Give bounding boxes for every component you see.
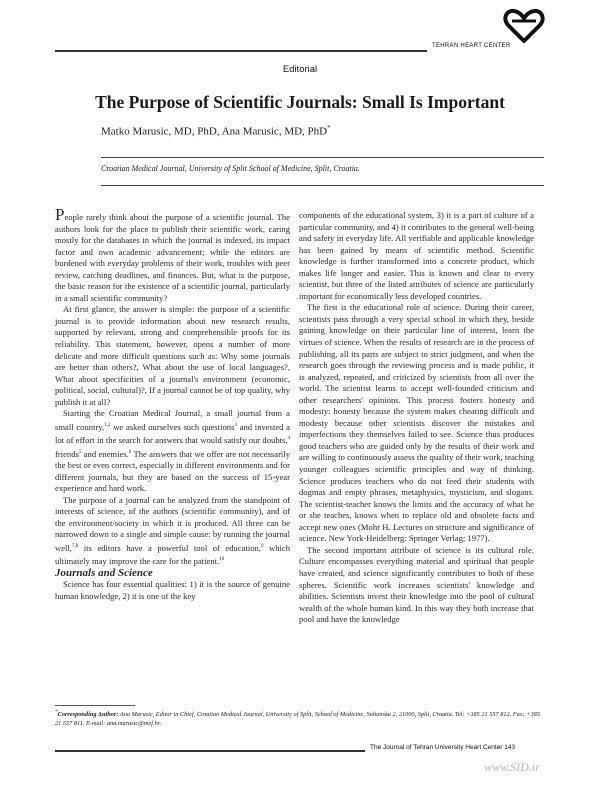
drop-cap: P xyxy=(55,205,65,224)
header-center-name: TEHRAN HEART CENTER xyxy=(432,43,511,49)
affiliation-rule-bottom xyxy=(101,185,544,186)
section-heading: Journals and Science xyxy=(55,566,153,579)
section-label: Editorial xyxy=(282,64,318,75)
footnote-label: Corresponding Author: xyxy=(57,711,119,719)
article-title: The Purpose of Scientific Journals: Small Is Important xyxy=(95,92,505,112)
citation: 5 xyxy=(78,449,82,455)
paragraph: components of the educational system, 3) it is a part of culture of a particular community, and 4) it contributes to the general well-being and safety in everyday life. All verifiable and applicable knowledge has been gained by means of scientific method. Scientific knowledge is further transformed into a concrete product, which makes life longer and easier. This is known and clear to every scientist, but three of the listed attributes of science are particularly important for economically less developed countries. xyxy=(299,210,534,301)
paragraph xyxy=(55,495,290,568)
affiliation-rule-top xyxy=(101,157,544,158)
citation: 7,8 xyxy=(71,543,79,549)
author-mark: * xyxy=(327,124,331,132)
footer-journal xyxy=(370,744,515,751)
paragraph: The first is the educational role of science. During their career, scientists pass through a very special school in which they, beside gaining knowledge on their particular line of interest, learn the virtues of science. When the results of research are in the process of publishing, all its parts are subject to strict judgment, and when the research goes through the reviewing process and is made public, it is analyzed, repeated, and criticized by scientists from all over the world. The scientist learns to accept well-founded criticism and other researchers' opinions. This process fosters honesty and modesty: honesty because the system makes cheating difficult and modesty because other scientists discover the mistakes and imperfections they themselves failed to see. Science thus produces good teachers who are guided only by the results of their work and are willing to continuously assess the quality of their work, teaching younger colleagues scientific principles and way of thinking. Science produces teachers who do not feed their students with dogmas and empty phrases, metaphysics, mysticism, and slogans. The scientist-teacher knows the limits and the accuracy of what he or she teaches, knows when to replace old and obsolete facts and accept new ones (Mohr H. Lectures on structure and significance of science. New York-Heidelberg: Springer Verlag; 1977). xyxy=(299,302,534,544)
authors-text: Matko Marusic, MD, PhD, Ana Marusic, MD, PhD xyxy=(101,125,328,138)
tehran-heart-center-logo-icon xyxy=(503,8,545,44)
paragraph-text: and enemies. xyxy=(81,448,129,459)
citation: 4 xyxy=(287,436,290,442)
paragraph-text: eople rarely think about the purpose of a scientific journal. The authors look for the place to publish their scientific work, caring mostly for the databases in which the journal is indexed, its impact factor and own academic advancement; while the editors are burdened with everyday problems of their work, troubles with peer review, catching deadlines, and finances. But, what is the purpose, the basic reason for the existence of a scientific journal, particularly in a small scientific community? xyxy=(55,212,290,303)
corresponding-author-footnote xyxy=(55,708,545,728)
citation: 6 xyxy=(128,449,132,455)
header-rule xyxy=(55,50,427,52)
paragraph-text: friends xyxy=(55,448,79,459)
sid-watermark: www.SID.ir xyxy=(484,760,540,774)
footer-journal-name: The Journal of Tehran University Heart Center xyxy=(370,744,503,751)
citation: 1,2 xyxy=(104,422,111,428)
article-authors xyxy=(101,124,331,138)
footnote-mark: * xyxy=(55,709,58,715)
paragraph xyxy=(55,408,290,494)
paragraph: At first glance, the answer is simple: the purpose of a scientific journal is to provide information about new research results, supported by relevant, strong and comprehensible proofs for its reliability. This statement, however, opens a number of more delicate and more difficult questions such as: Why some journals are better than others?, What about the use of local languages?, What about specificities of a journal's environment (economic, political, social, cultural)?, If a journal cannot be of top quality, why publish it at all? xyxy=(55,304,290,407)
paragraph: Science has four essential qualities: 1) it is the source of genuine human knowledge, 2) it is one of the key xyxy=(55,579,290,601)
paragraph: The second important attribute of science is its cultural role. Culture encompasses everything material and spiritual that people have created, and science significantly contributes to both of these spheres. Scientific work increases scientists' knowledge and abilities. Scientists invest their knowledge into the pool of cultural wealth of the whole human kind. In this way they both increase that pool and have the knowledge xyxy=(299,544,534,625)
footnote-rule xyxy=(55,705,135,706)
article-affiliation: Croatian Medical Journal, University of Split School of Medicine, Split, Croatia. xyxy=(101,164,360,173)
paragraph-text: Starting the Croatian Medical Journal, a small journal from a small country, xyxy=(55,408,290,432)
footer-rule xyxy=(55,750,365,752)
body-column-right xyxy=(299,210,534,626)
citation: 3 xyxy=(234,422,237,428)
citation: 10 xyxy=(219,557,225,563)
paragraph-text: we asked ourselves such questions xyxy=(110,421,235,432)
paragraph-text: The purpose of a journal can be analyzed from the standpoint of interests of science, of the authors (scientific community), and of the environment/society in which it is produced. All three can be narrowed down to a single and simple cause: by running the journal well, xyxy=(55,494,290,553)
paragraph-text: its editors have a powerful tool of education, xyxy=(78,542,261,553)
paragraph xyxy=(55,205,290,304)
paragraph-text: and invested a lot of effort in the search for answers that would satisfy our doubts, xyxy=(55,421,290,446)
footnote-text: Ana Marusic, Editor in Chief, Croatian Medical Journal, University of Split, School of Medicine, Soltanska 2, 21000, Split, Croatia. Tel: +385 21 557 812. Fax: +385 21 557 811. E-mail: ana.marusic@mef.hr. xyxy=(55,711,540,728)
body-column-left xyxy=(55,205,291,602)
paragraph-text: The answers that we offer are not necessarily the best or even correct, especially in different environments and for different journals, but they are based on the success of 15-year experience and hard work. xyxy=(55,448,291,494)
citation: 9 xyxy=(260,543,264,549)
page-number: 143 xyxy=(504,744,516,751)
paragraph-text: which ultimately may improve the care for the patient. xyxy=(55,542,291,567)
